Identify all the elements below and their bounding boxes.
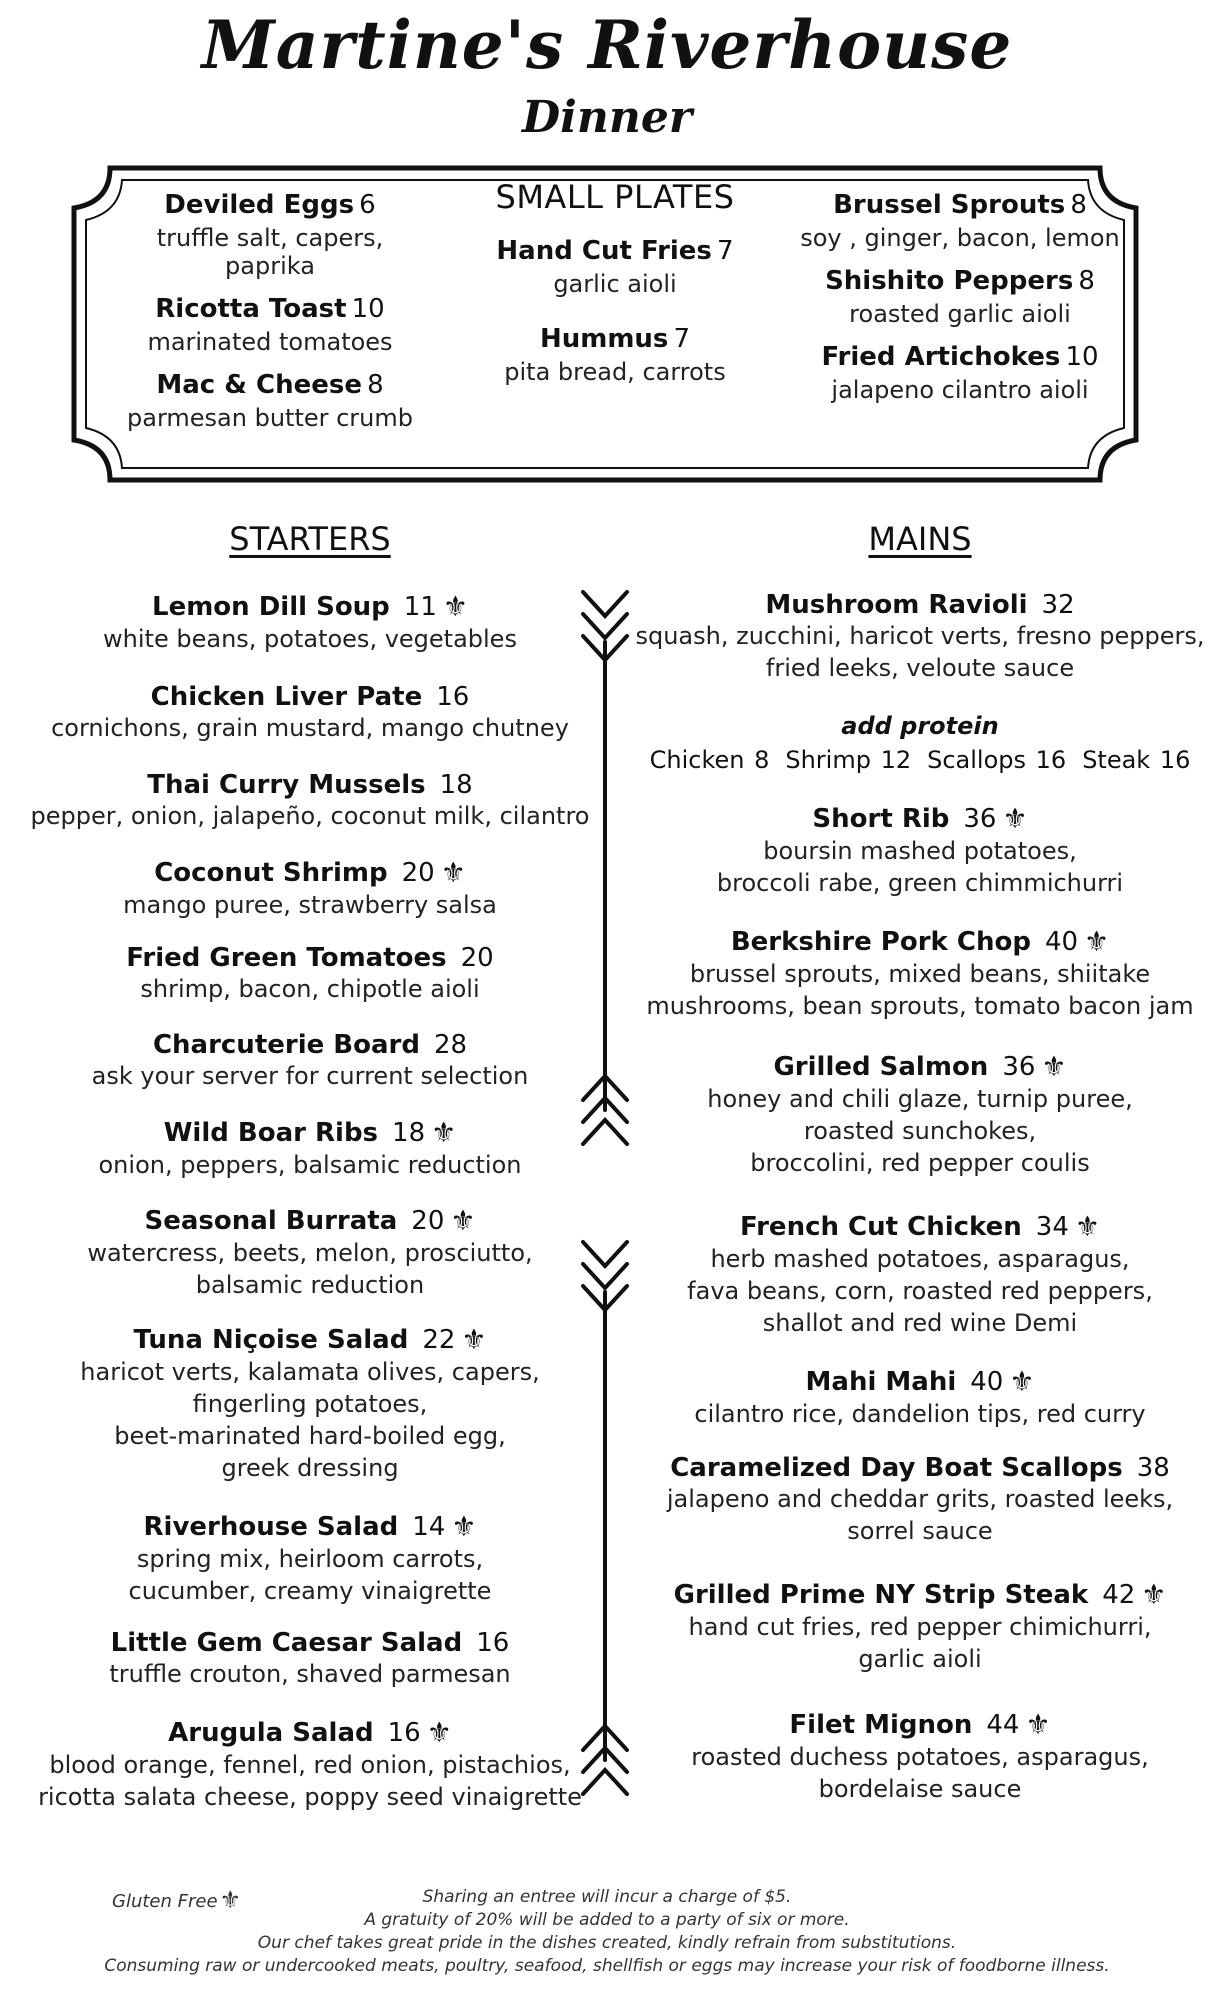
dish-name: Wild Boar Ribs: [163, 1118, 379, 1148]
dish-description: pita bread, carrots: [504, 358, 726, 386]
dish-price: 8: [1070, 190, 1087, 220]
dish-title-line: [30, 943, 590, 973]
footer-line: Consuming raw or undercooked meats, poultry, seafood, shellfish or eggs may increase your risk of foodborne illness.: [104, 1956, 1110, 1976]
dish-title-line: [630, 1050, 1210, 1083]
dish-title-line: [30, 590, 590, 623]
fleur-de-lis-icon: ⚜: [1009, 1365, 1035, 1398]
dish-price: 36: [1002, 1052, 1036, 1082]
dish-description: ask your server for current selection: [91, 1062, 529, 1090]
dish-name: Tuna Niçoise Salad: [133, 1325, 409, 1355]
menu-item: [630, 1050, 1210, 1179]
menu-item: [630, 925, 1210, 1022]
dish-price: 8: [1078, 266, 1095, 296]
dish-name: Mahi Mahi: [805, 1367, 957, 1397]
dish-price: 42: [1102, 1580, 1136, 1610]
dish-price: 20: [401, 858, 435, 888]
dish-price: 6: [359, 190, 376, 220]
menu-item: [630, 590, 1210, 684]
dish-name: Seasonal Burrata: [144, 1206, 398, 1236]
dish-price: 40: [970, 1367, 1004, 1397]
starters-heading: STARTERS: [229, 520, 391, 558]
dish-title-line: [30, 1628, 590, 1658]
dish-description: squash, zucchini, haricot verts, fresno peppers, fried leeks, veloute sauce: [635, 622, 1205, 682]
dish-title-line: [30, 1030, 590, 1060]
dish-price: 16: [436, 682, 470, 712]
dish-name: Fried Green Tomatoes: [126, 943, 447, 973]
dish-title-line: [30, 856, 590, 889]
dish-name: Short Rib: [812, 804, 950, 834]
dish-title-line: [630, 1453, 1210, 1483]
dish-price: 34: [1035, 1212, 1069, 1242]
legend-label: Gluten Free: [112, 1891, 218, 1912]
menu-item: [30, 770, 590, 832]
mains-heading: MAINS: [868, 520, 972, 558]
dish-name: Chicken Liver Pate: [150, 682, 423, 712]
dish-price: 44: [986, 1710, 1020, 1740]
footer-notes: [0, 1886, 1214, 1978]
restaurant-name: Martine's Riverhouse: [201, 6, 1013, 84]
protein-option: Steak 16: [1082, 746, 1191, 774]
menu-item: [630, 802, 1210, 899]
dish-description: pepper, onion, jalapeño, coconut milk, cilantro: [30, 802, 590, 830]
dish-title-line: [630, 590, 1210, 620]
dish-title-line: [30, 770, 590, 800]
menu-item: [30, 1628, 590, 1690]
dish-description: shrimp, bacon, chipotle aioli: [140, 975, 480, 1003]
dish-description: hand cut fries, red pepper chimichurri, garlic aioli: [688, 1613, 1152, 1673]
menu-item: [630, 1210, 1210, 1339]
dish-description: watercress, beets, melon, prosciutto, balsamic reduction: [87, 1239, 533, 1299]
fleur-de-lis-icon: ⚜: [1041, 1050, 1067, 1083]
dish-name: Thai Curry Mussels: [147, 770, 426, 800]
dish-price: 38: [1136, 1453, 1170, 1483]
dish-description: white beans, potatoes, vegetables: [103, 625, 517, 653]
dish-price: 10: [351, 294, 385, 324]
dish-description: soy , ginger, bacon, lemon: [800, 224, 1120, 252]
menu-item: [30, 1116, 590, 1181]
dish-price: 7: [717, 236, 734, 266]
menu-item: [30, 682, 590, 744]
dish-name: Caramelized Day Boat Scallops: [670, 1453, 1123, 1483]
dish-description: herb mashed potatoes, asparagus, fava beans, corn, roasted red peppers, shallot and red wine Demi: [687, 1245, 1153, 1337]
dish-price: 36: [963, 804, 997, 834]
menu-item: [30, 943, 590, 1005]
dish-price: 40: [1044, 927, 1079, 957]
dish-description: cornichons, grain mustard, mango chutney: [51, 714, 569, 742]
add-protein-label: add protein: [841, 712, 999, 740]
dish-name: Mushroom Ravioli: [765, 590, 1028, 620]
dish-name: Hummus: [539, 324, 669, 354]
menu-item: [30, 590, 590, 655]
fleur-de-lis-icon: ⚜: [451, 1510, 477, 1543]
fleur-de-lis-icon: ⚜: [1074, 1210, 1100, 1243]
dish-name: Charcuterie Board: [152, 1030, 420, 1060]
fleur-de-lis-icon: ⚜: [440, 856, 466, 889]
dish-description: brussel sprouts, mixed beans, shiitake mushrooms, bean sprouts, tomato bacon jam: [646, 960, 1194, 1020]
footer-line: Our chef takes great pride in the dishes created, kindly refrain from substitutions.: [257, 1933, 957, 1953]
dish-description: parmesan butter crumb: [127, 404, 413, 432]
dish-name: Arugula Salad: [168, 1718, 374, 1748]
small-plates-heading: SMALL PLATES: [495, 178, 735, 216]
menu-item: [30, 1510, 590, 1607]
mains-list: [630, 0, 1210, 2000]
menu-item: [630, 1708, 1210, 1805]
dish-description: truffle salt, capers, paprika: [156, 224, 384, 280]
protein-option: Scallops 16: [927, 746, 1067, 774]
dish-description: marinated tomatoes: [147, 328, 393, 356]
dish-description: roasted garlic aioli: [849, 300, 1071, 328]
dish-title-line: [630, 1578, 1210, 1611]
dish-name: Shishito Peppers: [825, 266, 1074, 296]
dish-price: 22: [422, 1325, 456, 1355]
fleur-de-lis-icon: ⚜: [431, 1116, 457, 1149]
dish-title-line: [30, 1204, 590, 1237]
dish-name: Grilled Salmon: [773, 1052, 989, 1082]
menu-item: [630, 1365, 1210, 1430]
dish-title-line: [630, 925, 1210, 958]
dish-title-line: [630, 802, 1210, 835]
fleur-de-lis-icon: ⚜: [450, 1204, 476, 1237]
menu-item: [30, 1204, 590, 1301]
dish-title-line: [30, 1510, 590, 1543]
dish-price: 11: [403, 592, 437, 622]
dish-price: 20: [411, 1206, 445, 1236]
fleur-de-lis-icon: ⚜: [219, 1886, 242, 1914]
dish-title-line: [630, 1365, 1210, 1398]
dish-name: Coconut Shrimp: [154, 858, 388, 888]
dish-name: Hand Cut Fries: [496, 236, 712, 266]
footer-line: Sharing an entree will incur a charge of $5.: [422, 1887, 792, 1907]
dish-price: 7: [673, 324, 691, 354]
fleur-de-lis-icon: ⚜: [461, 1323, 487, 1356]
dish-name: French Cut Chicken: [740, 1212, 1022, 1242]
protein-options: [630, 746, 1210, 774]
dish-price: 16: [387, 1718, 421, 1748]
protein-option: Chicken 8: [649, 746, 770, 774]
dish-title-line: [30, 1716, 590, 1749]
dish-title-line: [30, 1323, 590, 1356]
menu-item: [30, 1030, 590, 1092]
add-protein-block: [630, 712, 1210, 774]
dish-price: 8: [367, 370, 384, 400]
dish-price: 14: [412, 1512, 446, 1542]
dish-price: 32: [1041, 590, 1075, 620]
starters-list: [30, 0, 590, 2000]
dish-name: Little Gem Caesar Salad: [110, 1628, 463, 1658]
fleur-de-lis-icon: ⚜: [1141, 1578, 1167, 1611]
dish-description: jalapeno cilantro aioli: [831, 376, 1089, 404]
dish-name: Brussel Sprouts: [833, 190, 1066, 220]
dish-price: 16: [476, 1628, 510, 1658]
dish-description: boursin mashed potatoes, broccoli rabe, green chimmichurri: [716, 837, 1124, 897]
dish-name: Mac & Cheese: [156, 370, 362, 400]
dish-description: mango puree, strawberry salsa: [123, 891, 497, 919]
fleur-de-lis-icon: ⚜: [1002, 802, 1028, 835]
menu-item: [30, 856, 590, 921]
dish-price: 20: [460, 943, 494, 973]
dish-description: onion, peppers, balsamic reduction: [98, 1151, 522, 1179]
menu-item: [630, 1453, 1210, 1547]
dish-name: Fried Artichokes: [821, 342, 1061, 372]
dish-description: cilantro rice, dandelion tips, red curry: [694, 1400, 1146, 1428]
dish-name: Berkshire Pork Chop: [730, 927, 1031, 957]
dish-name: Deviled Eggs: [164, 190, 355, 220]
menu-item: [30, 1716, 590, 1813]
dish-name: Lemon Dill Soup: [152, 592, 390, 622]
dish-description: jalapeno and cheddar grits, roasted leeks, sorrel sauce: [666, 1485, 1174, 1545]
fleur-de-lis-icon: ⚜: [442, 590, 468, 623]
dish-name: Filet Mignon: [789, 1710, 973, 1740]
dish-price: 18: [439, 770, 473, 800]
dish-title-line: [630, 1708, 1210, 1741]
fleur-de-lis-icon: ⚜: [1084, 925, 1110, 958]
menu-subtitle: Dinner: [521, 92, 693, 143]
fleur-de-lis-icon: ⚜: [426, 1716, 452, 1749]
fleur-de-lis-icon: ⚜: [1025, 1708, 1051, 1741]
dish-description: haricot verts, kalamata olives, capers, fingerling potatoes, beet-marinated hard-boiled egg, greek dressing: [80, 1358, 540, 1482]
menu-item: [30, 1323, 590, 1484]
dish-description: garlic aioli: [553, 270, 677, 298]
dish-title-line: [30, 682, 590, 712]
dish-description: roasted duchess potatoes, asparagus, bordelaise sauce: [691, 1743, 1149, 1803]
dish-price: 18: [392, 1118, 426, 1148]
dish-price: 10: [1065, 342, 1099, 372]
dish-name: Grilled Prime NY Strip Steak: [673, 1580, 1089, 1610]
dish-title-line: [30, 1116, 590, 1149]
dish-description: spring mix, heirloom carrots, cucumber, creamy vinaigrette: [128, 1545, 492, 1605]
dish-description: honey and chili glaze, turnip puree, roasted sunchokes, broccolini, red pepper coulis: [707, 1085, 1133, 1177]
dish-description: truffle crouton, shaved parmesan: [109, 1660, 511, 1688]
dish-price: 28: [433, 1030, 468, 1060]
dish-title-line: [630, 1210, 1210, 1243]
protein-option: Shrimp 12: [785, 746, 912, 774]
footer-line: A gratuity of 20% will be added to a party of six or more.: [364, 1910, 850, 1930]
menu-item: [630, 1578, 1210, 1675]
dish-description: blood orange, fennel, red onion, pistachios, ricotta salata cheese, poppy seed vinaigrette: [38, 1751, 582, 1811]
dish-name: Riverhouse Salad: [143, 1512, 399, 1542]
dish-name: Ricotta Toast: [155, 294, 347, 324]
